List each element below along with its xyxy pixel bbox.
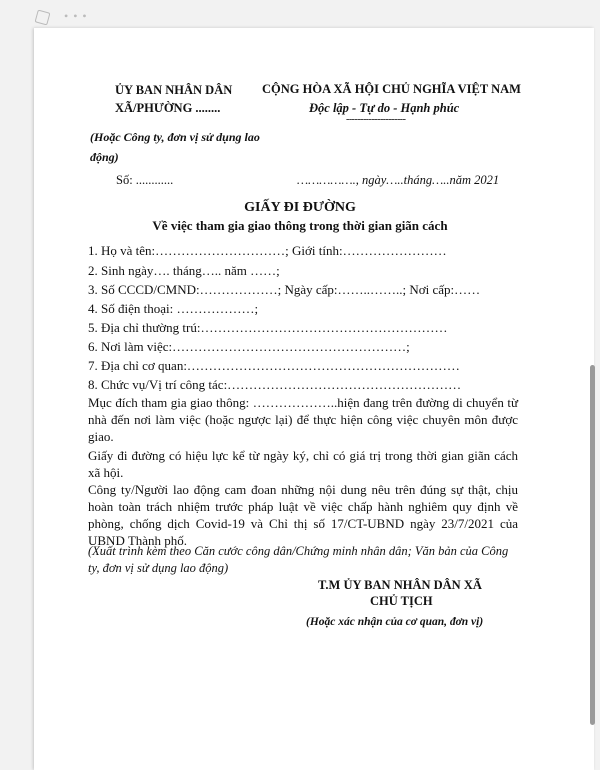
nation-line-1: CỘNG HÒA XÃ HỘI CHỦ NGHĨA VIỆT NAM (262, 82, 521, 96)
field-position: 8. Chức vụ/Vị trí công tác:……………………………………………… (88, 377, 462, 392)
field-workplace: 6. Nơi làm việc:………………………………………………; (88, 339, 410, 354)
authority-line-1: ỦY BAN NHÂN DÂN (115, 83, 233, 97)
field-office-address: 7. Địa chỉ cơ quan:……………………………………………………… (88, 358, 460, 373)
purpose-paragraph: Mục đích tham gia giao thông: ………………..hiện đang trên đường di chuyển từ nhà đến nơi làm việc (hoặc ngược lại) để thực hiện công việc chuyên môn được giao. (88, 395, 518, 444)
document-title: GIẤY ĐI ĐƯỜNG (244, 200, 356, 215)
header-separator: --------------------- (346, 114, 406, 125)
signature-note: (Hoặc xác nhận của cơ quan, đơn vị) (306, 616, 484, 628)
commitment-paragraph: Công ty/Người lao động cam đoan những nội dung nêu trên đúng sự thật, chịu hoàn toàn trách nhiệm trước pháp luật về việc chấp hành nghiêm quy định về phòng, chống dịch Covid-19 và Chỉ thị số 17/CT-UBND ngày 23/7/2021 của UBND Thành phố. (88, 482, 518, 548)
validity-paragraph: Giấy đi đường có hiệu lực kể từ ngày ký, chỉ có giá trị trong thời gian giãn cách xã hội. (88, 448, 518, 480)
field-full-name: 1. Họ và tên:…………………………; Giới tính:…………………… (88, 243, 447, 258)
status-dots-icon: • • • (64, 9, 88, 23)
signature-title: T.M ỦY BAN NHÂN DÂN XÃ (318, 578, 482, 592)
field-phone: 4. Số điện thoại: ………………; (88, 301, 259, 316)
scrollbar[interactable] (590, 365, 595, 725)
issuer-note: (Hoặc Công ty, đơn vị sử dụng lao động) (90, 130, 260, 164)
status-bar (0, 0, 600, 30)
status-app-icon (35, 10, 51, 26)
authority-line-2: XÃ/PHƯỜNG ........ (115, 101, 221, 115)
document-subtitle: Về việc tham gia giao thông trong thời gian giãn cách (152, 218, 448, 233)
nation-motto: Độc lập - Tự do - Hạnh phúc (309, 101, 460, 115)
field-id-number: 3. Số CCCD/CMND:………………; Ngày cấp:……..……..; Nơi cấp:…… (88, 282, 481, 297)
field-permanent-address: 5. Địa chỉ thường trú:………………………………………………… (88, 320, 448, 335)
document-date: ……………., ngày…..tháng…..năm 2021 (297, 173, 500, 187)
closing-note: (Xuất trình kèm theo Căn cước công dân/Chứng minh nhân dân; Văn bản của Công ty, đơn vị sử dụng lao động) (88, 544, 509, 575)
signature-role: CHỦ TỊCH (370, 594, 433, 608)
field-birth-date: 2. Sinh ngày…. tháng….. năm ……; (88, 263, 280, 278)
document-number: Số: ............ (116, 173, 174, 187)
